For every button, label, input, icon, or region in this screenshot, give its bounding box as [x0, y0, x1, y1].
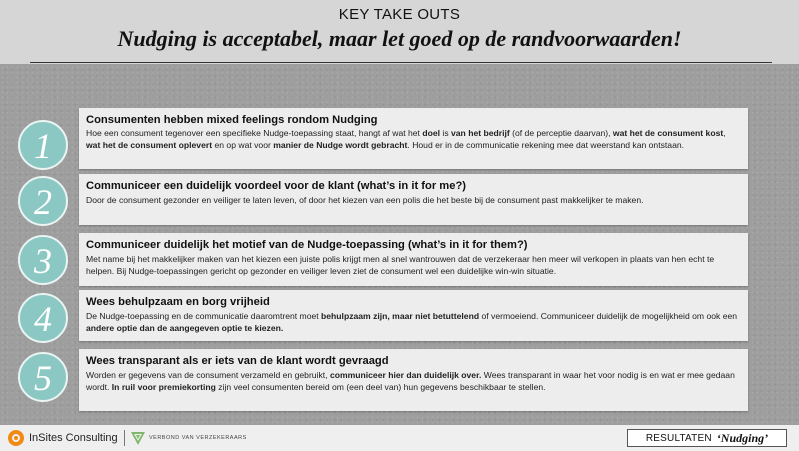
page-title: Nudging is acceptabel, maar let goed op de randvoorwaarden! — [117, 26, 682, 51]
vvv-logo — [131, 430, 247, 446]
body-segment: doel — [422, 128, 441, 138]
number-3: 3 — [34, 241, 52, 281]
takeout-title-2: Communiceer een duidelijk voordeel voor de klant (what’s in it for me?) — [86, 180, 467, 192]
body-segment: wat het de consument oplevert — [86, 140, 213, 150]
takeout-title-3: Communiceer duidelijk het motief van de Nudge-toepassing (what’s in it for them?) — [86, 239, 528, 251]
body-segment: is — [440, 128, 451, 138]
section-tag-topic: ‘Nudging’ — [716, 430, 769, 445]
body-segment: en op wat voor — [212, 140, 274, 150]
vvv-logo-text: VERBOND VAN VERZEKERAARS — [149, 435, 247, 441]
body-segment: . Houd er in de communicatie rekening mee dat weerstand kan ontstaan. — [407, 140, 685, 150]
takeout-body-4 — [86, 310, 738, 334]
body-segment: behulpzaam zijn, maar niet betuttelend — [321, 311, 480, 321]
takeout-body-5 — [86, 369, 738, 393]
number-5: 5 — [34, 358, 52, 398]
takeout-body-3 — [86, 253, 738, 277]
body-segment: , — [723, 128, 726, 138]
section-tag — [627, 429, 787, 447]
number-badge-4 — [18, 293, 68, 343]
body-segment: of vermoeiend. Communiceer duidelijk de mogelijkheid om ook een — [479, 311, 738, 321]
body-segment: Wees transparant in waar het voor nodig is en wat er mee gedaan wordt. — [86, 370, 735, 392]
number-badge-1 — [18, 120, 68, 170]
body-segment: manier de Nudge wordt gebracht — [273, 140, 408, 150]
footer-divider — [124, 430, 125, 446]
takeout-body-2 — [86, 194, 738, 206]
number-badge-5 — [18, 352, 68, 402]
takeout-title-1: Consumenten hebben mixed feelings rondom Nudging — [86, 114, 378, 126]
number-1: 1 — [34, 126, 52, 166]
vvv-logo-icon — [131, 430, 145, 446]
body-segment: communiceer hier dan duidelijk over. — [329, 370, 482, 380]
insites-logo-text: InSites Consulting — [29, 432, 118, 444]
kicker: KEY TAKE OUTS — [338, 6, 461, 23]
body-segment: (of de perceptie daarvan), — [509, 128, 613, 138]
insites-logo — [8, 430, 118, 446]
body-segment: Met name bij het makkelijker maken van het kiezen een juiste polis krijgt men al snel wantrouwen dat de verzekeraar hen meer wil verkopen in plaats van hen echt te helpen. Bij Nudge-toepassingen gericht op gezonder en veiliger leven ziet de consument wel een duidelijke win-win situatie. — [86, 254, 715, 276]
section-tag-label: RESULTATEN — [645, 432, 712, 444]
body-segment: Hoe een consument tegenover een specifieke Nudge-toepassing staat, hangt af wat het — [86, 128, 423, 138]
title-rule — [30, 62, 772, 63]
takeout-title-5: Wees transparant als er iets van de klant wordt gevraagd — [86, 355, 389, 367]
body-segment: zijn veel consumenten bereid om (een deel van) hun gegevens beschikbaar te stellen. — [215, 382, 546, 392]
number-badge-3 — [18, 235, 68, 285]
takeout-body-1 — [86, 127, 738, 151]
body-segment: Worden er gegevens van de consument verzameld en gebruikt, — [86, 370, 330, 380]
body-segment: In ruil voor premiekorting — [111, 382, 216, 392]
body-segment: De Nudge-toepassing en de communicatie daaromtrent moet — [86, 311, 322, 321]
body-segment: wat het de consument kost — [612, 128, 724, 138]
takeout-title-4: Wees behulpzaam en borg vrijheid — [86, 296, 270, 308]
body-segment: Door de consument gezonder en veiliger te laten leven, of door het kiezen van een polis die het beste bij de consument past makkelijker te maken. — [86, 195, 644, 205]
insites-logo-icon — [8, 430, 24, 446]
body-segment: van het bedrijf — [451, 128, 510, 138]
body-segment: andere optie dan de aangegeven optie te kiezen. — [86, 323, 284, 333]
number-4: 4 — [34, 299, 52, 339]
number-badge-2 — [18, 176, 68, 226]
number-2: 2 — [34, 182, 52, 222]
